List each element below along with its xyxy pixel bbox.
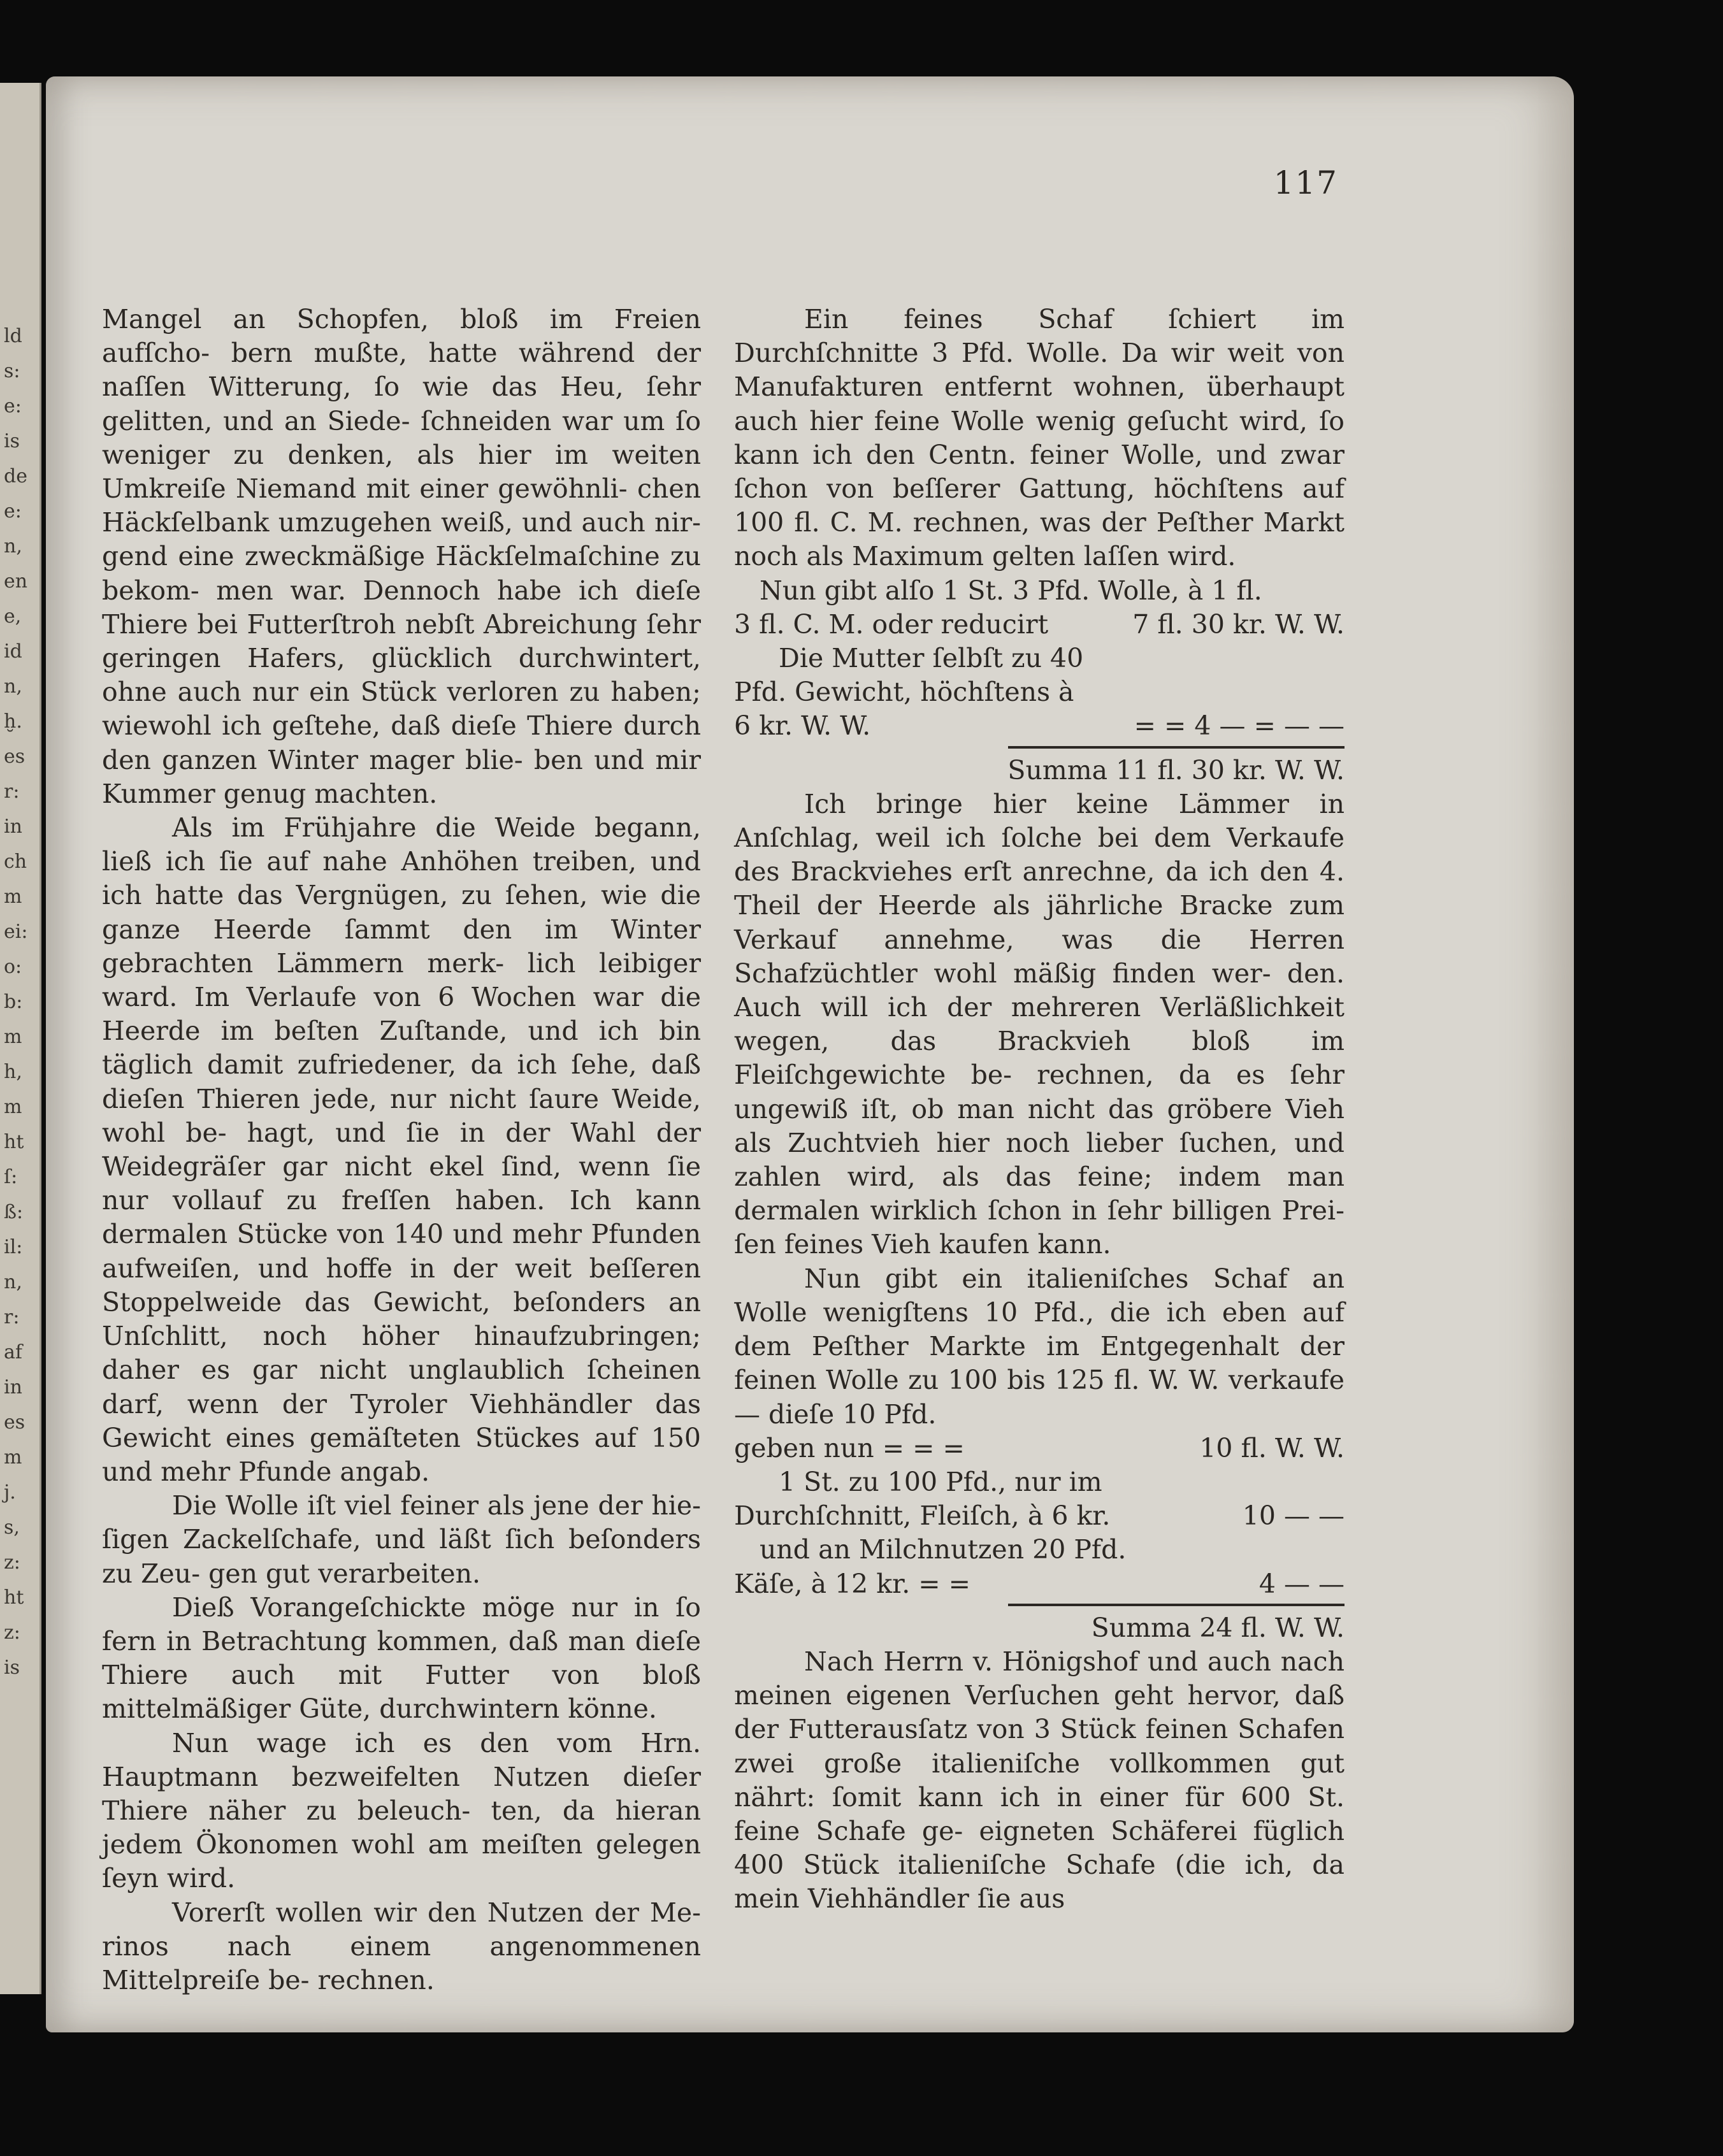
facing-page-fragment: e, bbox=[4, 605, 22, 628]
facing-page-fragment: de bbox=[4, 465, 27, 487]
calc-line bbox=[734, 1432, 1345, 1465]
calc-text: 1 St. zu 100 Pfd., nur im bbox=[779, 1466, 1102, 1497]
calc-line bbox=[734, 1533, 1345, 1567]
facing-page-fragment: j. bbox=[4, 1481, 16, 1504]
facing-page-fragment: z: bbox=[4, 1621, 20, 1644]
facing-page-fragment: in bbox=[4, 816, 22, 838]
facing-page-fragment: r: bbox=[4, 1306, 20, 1328]
calc-text: Käſe, à 12 kr. = = bbox=[734, 1568, 971, 1599]
calc-line bbox=[734, 1499, 1345, 1533]
calc-text: 6 kr. W. W. bbox=[734, 710, 871, 742]
facing-page-fragment: n, bbox=[4, 1271, 22, 1293]
facing-page-edge bbox=[0, 83, 41, 1994]
paragraph: Die Wolle iſt viel feiner als jene der hie- ſigen Zackelſchafe, und läßt ſich beſonders zu Zeu- gen gut verarbeiten. bbox=[102, 1490, 701, 1589]
facing-page-fragment: es bbox=[4, 1411, 25, 1434]
facing-page-fragment: n, bbox=[4, 675, 22, 698]
paragraph: Vorerſt wollen wir den Nutzen der Me- rinos nach einem angenommenen Mittelpreiſe be- rechnen. bbox=[102, 1897, 701, 1995]
calculation-block-merino bbox=[734, 574, 1345, 787]
facing-page-fragment: o: bbox=[4, 956, 22, 978]
calc-line bbox=[734, 709, 1345, 743]
page-number: 117 bbox=[1273, 164, 1338, 201]
right-column bbox=[734, 303, 1345, 1916]
facing-page-fragment: h, bbox=[4, 1061, 22, 1083]
calc-text: geben nun = = = bbox=[734, 1432, 965, 1463]
calc-text: Nun gibt alſo 1 St. 3 Pfd. Wolle, à 1 fl. bbox=[760, 575, 1262, 606]
facing-page-fragment: e: bbox=[4, 395, 22, 417]
facing-page-fragment: m bbox=[4, 1026, 22, 1048]
facing-page-fragment: ht bbox=[4, 1131, 24, 1153]
calc-value: 7 fl. 30 kr. W. W. bbox=[1132, 608, 1345, 640]
facing-page-fragment: s: bbox=[4, 360, 20, 382]
paragraph: Ein feines Schaf ſchiert im Durchſchnitte 3 Pfd. Wolle. Da wir weit von Manufakturen entfernt wohnen, überhaupt auch hier feine Wolle wenig geſucht wird, ſo kann ich den Centn. feiner Wolle, und zwar ſchon von beſſerer Gattung, höchſtens auf 100 fl. C. M. rechnen, was der Peſther Markt noch als Maximum gelten laſſen wird. bbox=[734, 304, 1345, 572]
facing-page-fragment: id bbox=[4, 640, 22, 663]
facing-page-fragment: b: bbox=[4, 991, 23, 1013]
calc-value: 10 — — bbox=[1242, 1500, 1345, 1532]
facing-page-fragment: ſ: bbox=[4, 1166, 18, 1188]
calc-text: und an Milchnutzen 20 Pfd. bbox=[760, 1534, 1127, 1565]
calculation-block-italian bbox=[734, 1432, 1345, 1645]
calc-text: 3 fl. C. M. oder reducirt bbox=[734, 608, 1049, 640]
facing-page-fragment: en bbox=[4, 570, 28, 593]
facing-page-fragment: af bbox=[4, 1341, 22, 1363]
left-column bbox=[102, 303, 701, 1997]
facing-page-fragment: is bbox=[4, 1657, 20, 1679]
calc-text: Die Mutter ſelbſt zu 40 bbox=[779, 643, 1084, 674]
paragraph: Ich bringe hier keine Lämmer in Anſchlag, weil ich ſolche bei dem Verkaufe des Brackviehes erſt anrechne, da ich den 4. Theil der Heerde als jährliche Bracke zum Verkauf annehme, was die Herren Schafzüchtler wohl mäßig finden wer- den. Auch will ich der mehreren Verläßlichkeit wegen, das Brackvieh bloß im Fleiſchgewichte be- rechnen, da es ſehr ungewiß iſt, ob man nicht das gröbere Vieh als Zuchtvieh hier noch lieber ſuchen, und zahlen wird, als das feine; indem man dermalen wirklich ſchon in ſehr billigen Prei- ſen feines Vieh kaufen kann. bbox=[734, 788, 1345, 1260]
paragraph: Mangel an Schopfen, bloß im Freien aufſcho- bern mußte, hatte während der naſſen Witterung, ſo wie das Heu, ſehr gelitten, und an Siede- ſchneiden war um ſo weniger zu denken, als hier im weiten Umkreiſe Niemand mit einer gewöhnli- chen Häckſelbank umzugehen weiß, und auch nir- gend eine zweckmäßige Häckſelmaſchine zu bekom- men war. Dennoch habe ich dieſe Thiere bei Futterſtroh nebſt Abreichung ſehr geringen Hafers, glücklich durchwintert, ohne auch nur ein Stück verloren zu haben; wiewohl ich geſtehe, daß dieſe Thiere durch den ganzen Winter mager blie- ben und mir Kummer genug machten. bbox=[102, 304, 701, 809]
calc-value: 10 fl. W. W. bbox=[1199, 1432, 1345, 1463]
facing-page-fragment: is bbox=[4, 430, 20, 452]
paragraph: Nun gibt ein italieniſches Schaf an Wolle wenigſtens 10 Pfd., die ich eben auf dem Peſther Markte im Entgegenhalt der feinen Wolle zu 100 bis 125 fl. W. W. verkaufe — dieſe 10 Pfd. bbox=[734, 1263, 1345, 1430]
facing-page-fragment: m bbox=[4, 886, 22, 908]
calc-line bbox=[734, 608, 1345, 642]
sum-rule bbox=[1008, 1604, 1345, 1606]
facing-page-fragment: il: bbox=[4, 1236, 23, 1258]
facing-page-fragment: z: bbox=[4, 1551, 20, 1574]
calc-value: 4 — — bbox=[1258, 1568, 1345, 1599]
calc-line bbox=[734, 1465, 1345, 1499]
calc-text: Pfd. Gewicht, höchſtens à bbox=[734, 677, 1074, 708]
facing-page-fragment: s, bbox=[4, 1516, 20, 1539]
paragraph: Nun wage ich es den vom Hrn. Hauptmann bezweifelten Nutzen dieſer Thiere näher zu beleuch- ten, da hieran jedem Ökonomen wohl am meiſten gelegen ſeyn wird. bbox=[102, 1727, 701, 1894]
facing-page-fragment: n, bbox=[4, 535, 22, 557]
sum-line: Summa 24 fl. W. W. bbox=[1091, 1612, 1345, 1643]
paragraph: Als im Frühjahre die Weide begann, ließ ich ſie auf nahe Anhöhen treiben, und ich hatte das Vergnügen, zu ſehen, wie die ganze Heerde ſammt den im Winter gebrachten Lämmern merk- lich leibiger ward. Im Verlaufe von 6 Wochen war die Heerde im beſten Zuſtande, und ich bin täglich damit zufriedener, da ich ſehe, daß dieſen Thieren jede, nur nicht ſaure Weide, wohl be- hagt, und ſie in der Wahl der Weidegräſer gar nicht ekel ſind, wenn ſie nur vollauf zu freſſen haben. Ich kann dermalen Stücke von 140 und mehr Pfunden aufweiſen, und hoffe in der weit beſſeren Stoppelweide das Gewicht, beſonders an Unſchlitt, noch höher hinaufzubringen; daher es gar nicht unglaublich ſcheinen darf, wenn der Tyroler Viehhändler das Gewicht eines gemäſteten Stückes auf 150 und mehr Pfunde angab. bbox=[102, 812, 701, 1487]
facing-page-fragment: ei: bbox=[4, 921, 28, 943]
facing-page-fragment: es bbox=[4, 745, 25, 768]
facing-page-fragment: m bbox=[4, 1096, 22, 1118]
calc-text: Durchſchnitt, Fleiſch, à 6 kr. bbox=[734, 1500, 1111, 1532]
facing-page-fragment: ḫ. bbox=[4, 710, 22, 733]
facing-page-fragment: e: bbox=[4, 500, 22, 522]
facing-page-fragment: ht bbox=[4, 1586, 24, 1609]
calc-line bbox=[734, 642, 1345, 675]
calc-line bbox=[734, 574, 1345, 608]
calc-line bbox=[734, 675, 1345, 709]
paragraph: Nach Herrn v. Hönigshof und auch nach meinen eigenen Verſuchen geht hervor, daß der Futterausſatz von 3 Stück feinen Schafen zwei große italieniſche vollkommen gut nährt: ſomit kann ich in einer für 600 St. feine Schafe ge- eigneten Schäferei füglich 400 Stück italieniſche Schafe (die ich, da mein Viehhändler ſie aus bbox=[734, 1646, 1345, 1915]
paragraph: Dieß Vorangeſchickte möge nur in ſo fern in Betrachtung kommen, daß man dieſe Thiere auch mit Futter von bloß mittelmäßiger Güte, durchwintern könne. bbox=[102, 1592, 701, 1725]
facing-page-fragment: m bbox=[4, 1446, 22, 1469]
facing-page-fragment: ch bbox=[4, 851, 27, 873]
calc-line bbox=[734, 1567, 1345, 1601]
facing-page-fragment: ß: bbox=[4, 1201, 24, 1223]
sum-line: Summa 11 fl. 30 kr. W. W. bbox=[1007, 754, 1345, 786]
facing-page-fragment: in bbox=[4, 1376, 22, 1398]
facing-page-fragment: ld bbox=[4, 325, 22, 347]
calc-value: = = 4 — = — — bbox=[1134, 710, 1345, 742]
sum-rule bbox=[1008, 746, 1345, 749]
facing-page-fragment: r: bbox=[4, 780, 20, 803]
